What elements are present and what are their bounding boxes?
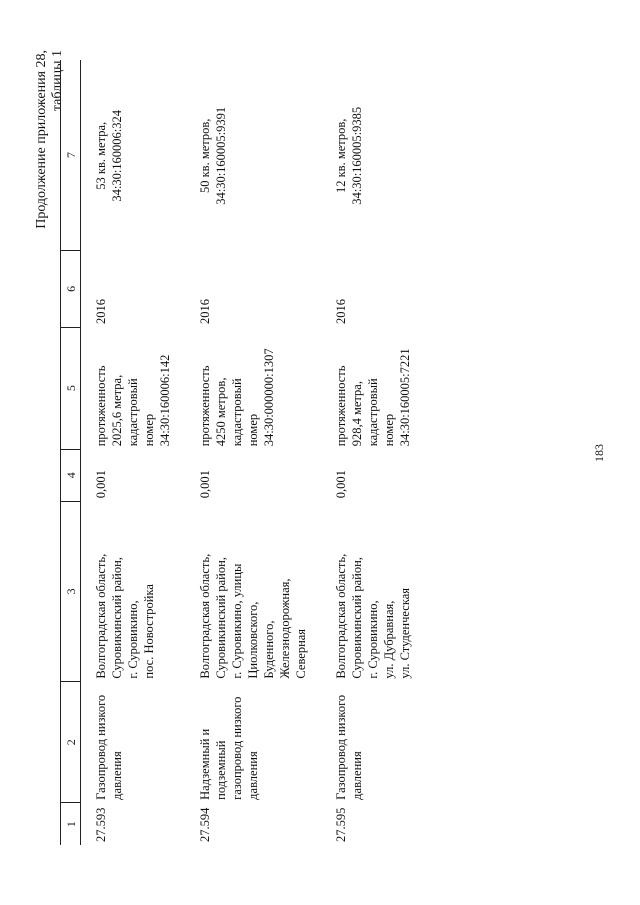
object-name-line: Надземный и подземный [198, 728, 228, 800]
object-characteristics-line: 34:30:160006:142 [158, 354, 172, 447]
column-header-7: 7 [61, 60, 81, 251]
continuation-line-1: Продолжение приложения 28, [34, 50, 49, 229]
object-name-line: давления [246, 751, 260, 800]
object-characteristics-line: номер [382, 413, 396, 447]
object-characteristics-line: 4250 метров, [214, 377, 228, 447]
column-number-row [61, 60, 81, 845]
column-header-6: 6 [61, 251, 81, 327]
table-row [81, 60, 186, 845]
object-characteristics-line: номер [142, 413, 156, 447]
object-characteristics-cell [185, 327, 321, 449]
land-plot-info-line: 34:30:160006:324 [110, 109, 124, 202]
object-characteristics-line: протяженность [94, 365, 108, 447]
object-value-cell: 0,001 [334, 470, 348, 499]
land-plot-info-line: 34:30:160005:9391 [214, 106, 228, 205]
object-characteristics-line: 34:30:160005:7221 [398, 348, 412, 447]
object-name-line: Газопровод низкого [334, 694, 348, 800]
object-name-line: давления [350, 751, 364, 800]
object-address-line: Буденного, [262, 620, 276, 679]
object-address-line: пос. Новостройка [142, 584, 156, 679]
object-characteristics-line: номер [246, 413, 260, 447]
land-plot-info-cell [185, 60, 321, 251]
object-characteristics-line: кадастровый [230, 378, 244, 447]
property-register-table [60, 60, 425, 845]
land-plot-info-line: 53 кв. метра, [94, 121, 108, 190]
object-name-cell [185, 682, 321, 803]
object-address-line: г. Суровикино, [126, 600, 140, 679]
commissioning-year-cell: 2016 [94, 299, 108, 325]
object-address-line: Волгоградская область, [334, 553, 348, 679]
object-characteristics-line: протяженность [198, 365, 212, 447]
column-header-1: 1 [61, 803, 81, 845]
object-address-line: Суровикинский район, [110, 557, 124, 679]
object-name-line: давления [110, 751, 124, 800]
object-address-line: Волгоградская область, [198, 553, 212, 679]
object-characteristics-line: 928,4 метра, [350, 381, 364, 447]
object-value-cell: 0,001 [94, 470, 108, 499]
object-address-cell [321, 501, 425, 681]
table-row [185, 60, 321, 845]
object-address-line: Суровикинский район, [214, 557, 228, 679]
column-header-3: 3 [61, 501, 81, 681]
commissioning-year-cell: 2016 [334, 299, 348, 325]
object-address-line: г. Суровикино, улицы [230, 563, 244, 679]
column-header-4: 4 [61, 449, 81, 501]
row-number-cell: 27.595 [334, 807, 348, 842]
object-name-cell [81, 682, 186, 803]
land-plot-info-line: 50 кв. метров, [198, 118, 212, 194]
object-characteristics-cell [81, 327, 186, 449]
object-characteristics-line: 2025,6 метра, [110, 374, 124, 447]
land-plot-info-cell [81, 60, 186, 251]
object-address-line: Суровикинский район, [350, 557, 364, 679]
object-address-line: Волгоградская область, [94, 553, 108, 679]
object-characteristics-cell [321, 327, 425, 449]
object-address-cell [81, 501, 186, 681]
object-characteristics-line: кадастровый [126, 378, 140, 447]
page-number: 183 [592, 444, 606, 462]
object-address-cell [185, 501, 321, 681]
commissioning-year-cell: 2016 [198, 299, 212, 325]
object-address-line: Железнодорожная, [278, 578, 292, 679]
object-name-line: Газопровод низкого [94, 694, 108, 800]
object-address-line: ул. Дубравная, [382, 600, 396, 679]
land-plot-info-line: 12 кв. метров, [334, 118, 348, 194]
land-plot-info-cell [321, 60, 425, 251]
table-row [321, 60, 425, 845]
row-number-cell: 27.593 [94, 807, 108, 842]
object-characteristics-line: кадастровый [366, 378, 380, 447]
land-plot-info-line: 34:30:160005:9385 [350, 106, 364, 205]
object-address-line: ул. Студенческая [398, 587, 412, 679]
object-name-line: газопровод низкого [230, 696, 244, 800]
continuation-line-2: таблицы 1 [50, 50, 65, 112]
object-characteristics-line: протяженность [334, 365, 348, 447]
object-characteristics-line: 34:30:000000:1307 [262, 348, 276, 447]
object-address-line: г. Суровикино, [366, 600, 380, 679]
row-number-cell: 27.594 [198, 807, 212, 842]
object-address-line: Циолковского, [246, 601, 260, 679]
object-name-cell [321, 682, 425, 803]
column-header-2: 2 [61, 682, 81, 803]
object-address-line: Северная [294, 628, 308, 679]
table-body [81, 60, 426, 845]
column-header-5: 5 [61, 327, 81, 449]
object-value-cell: 0,001 [198, 470, 212, 499]
